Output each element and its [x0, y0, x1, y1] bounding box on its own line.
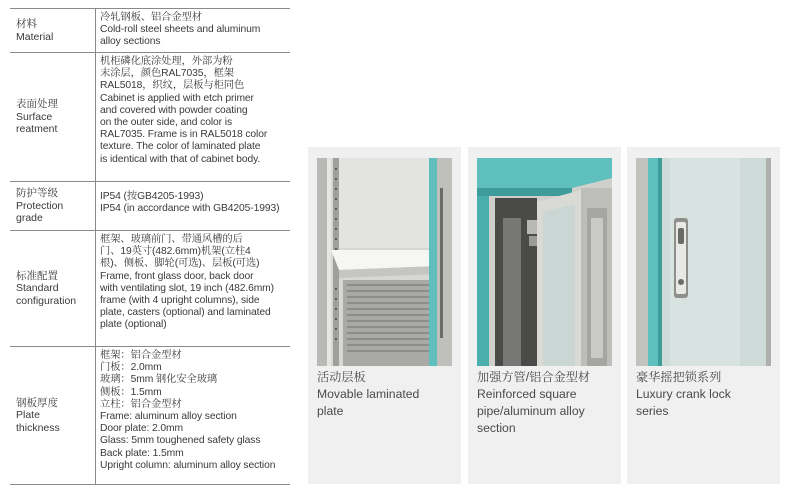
value-line: IP54 (按GB4205-1993) — [100, 191, 204, 202]
spec-value — [95, 182, 290, 230]
value-line: 玻璃：5mm 钢化安全玻璃 — [100, 374, 218, 386]
feature-panel-crank-lock — [627, 147, 780, 484]
feature-caption — [636, 369, 772, 420]
value-line: 根)、侧板、脚轮(可选)、层板(可选) — [100, 258, 260, 270]
value-line: plate (optional) — [100, 319, 167, 331]
spec-label — [10, 182, 95, 230]
value-line: 侧板：1.5mm — [100, 386, 162, 398]
label-cn: 钢板厚度 — [16, 396, 58, 409]
spec-row-material — [10, 9, 290, 53]
label-en: Surface — [16, 110, 53, 123]
value-line: IP54 (in accordance with GB4205-1993) — [100, 203, 280, 215]
value-line: Frame, front glass door, back door — [100, 270, 254, 282]
value-line: 机柜磷化底涂处理，外部为粉 — [100, 56, 233, 67]
square-pipe-photo — [477, 158, 612, 366]
value-line: with ventilating slot, 19 inch (482.6mm) — [100, 282, 274, 294]
caption-en: section — [477, 421, 516, 435]
caption-en: series — [636, 404, 669, 418]
feature-panel-laminated-plate — [308, 147, 461, 484]
label-en: reatment — [16, 123, 58, 136]
value-line: Door plate: 2.0mm — [100, 423, 183, 435]
value-line: 冷轧钢板、铝合金型材 — [100, 12, 202, 23]
value-line: Cold-roll steel sheets and aluminum — [100, 24, 261, 36]
spec-row-protection-grade — [10, 182, 290, 231]
value-line: RAL5018，织纹，层板与柜同色 — [100, 80, 245, 92]
spec-label — [10, 53, 95, 181]
value-line: texture. The color of laminated plate — [100, 141, 261, 153]
spec-value — [95, 231, 290, 346]
value-line: on the outer side, and color is — [100, 117, 232, 129]
spec-label — [10, 9, 95, 52]
label-cn: 标准配置 — [16, 269, 58, 282]
value-line: 框架：铝合金型材 — [100, 350, 182, 361]
spec-value — [95, 9, 290, 52]
label-en: Plate — [16, 409, 40, 422]
value-line: and covered with powder coating — [100, 104, 248, 116]
feature-caption — [477, 369, 613, 437]
label-en: Protection — [16, 199, 64, 212]
value-line: alloy sections — [100, 36, 161, 48]
value-line: frame (with 4 upright columns), side — [100, 295, 260, 307]
caption-en: Movable laminated — [317, 387, 420, 401]
spec-label — [10, 347, 95, 484]
value-line: Cabinet is applied with etch primer — [100, 92, 254, 104]
caption-cn: 加强方管/铝合金型材 — [477, 370, 591, 384]
label-cn: 材料 — [16, 18, 37, 30]
laminated-plate-photo — [317, 158, 452, 366]
label-cn: 防护等级 — [16, 187, 58, 200]
caption-en: Luxury crank lock — [636, 387, 731, 401]
label-cn: 表面处理 — [16, 98, 58, 111]
spec-value — [95, 53, 290, 181]
spec-table — [10, 8, 290, 485]
label-en: Standard — [16, 282, 59, 295]
value-line: 末涂层，颜色RAL7035，框架 — [100, 68, 235, 80]
value-line: Upright column: aluminum alloy section — [100, 459, 276, 471]
spec-row-surface-treatment — [10, 53, 290, 182]
caption-en: plate — [317, 404, 344, 418]
feature-panel-square-pipe — [468, 147, 621, 484]
value-line: 框架、玻璃前门、带通风槽的后 — [100, 234, 243, 245]
label-en: configuration — [16, 294, 77, 307]
value-line: Back plate: 1.5mm — [100, 447, 184, 459]
value-line: Frame: aluminum alloy section — [100, 411, 237, 423]
caption-cn: 活动层板 — [317, 370, 366, 384]
value-line: 立柱：铝合金型材 — [100, 398, 182, 410]
label-en: thickness — [16, 421, 60, 434]
value-line: 门、19英寸(482.6mm)机架(立柱4 — [100, 246, 251, 258]
value-line: 门板：2.0mm — [100, 362, 162, 374]
caption-en: Reinforced square — [477, 387, 577, 401]
feature-caption — [317, 369, 453, 420]
caption-cn: 豪华摇把锁系列 — [636, 370, 722, 384]
spec-value — [95, 347, 290, 484]
spec-label — [10, 231, 95, 346]
value-line: RAL7035. Frame is in RAL5018 color — [100, 129, 268, 141]
value-line: plate, casters (optional) and laminated — [100, 307, 271, 319]
label-en: grade — [16, 212, 43, 225]
value-line: Glass: 5mm toughened safety glass — [100, 435, 261, 447]
caption-en: pipe/aluminum alloy — [477, 404, 585, 418]
crank-lock-photo — [636, 158, 771, 366]
spec-row-plate-thickness — [10, 347, 290, 485]
value-line: is identical with that of cabinet body. — [100, 153, 261, 165]
label-en: Material — [16, 30, 54, 43]
spec-row-standard-configuration — [10, 231, 290, 347]
